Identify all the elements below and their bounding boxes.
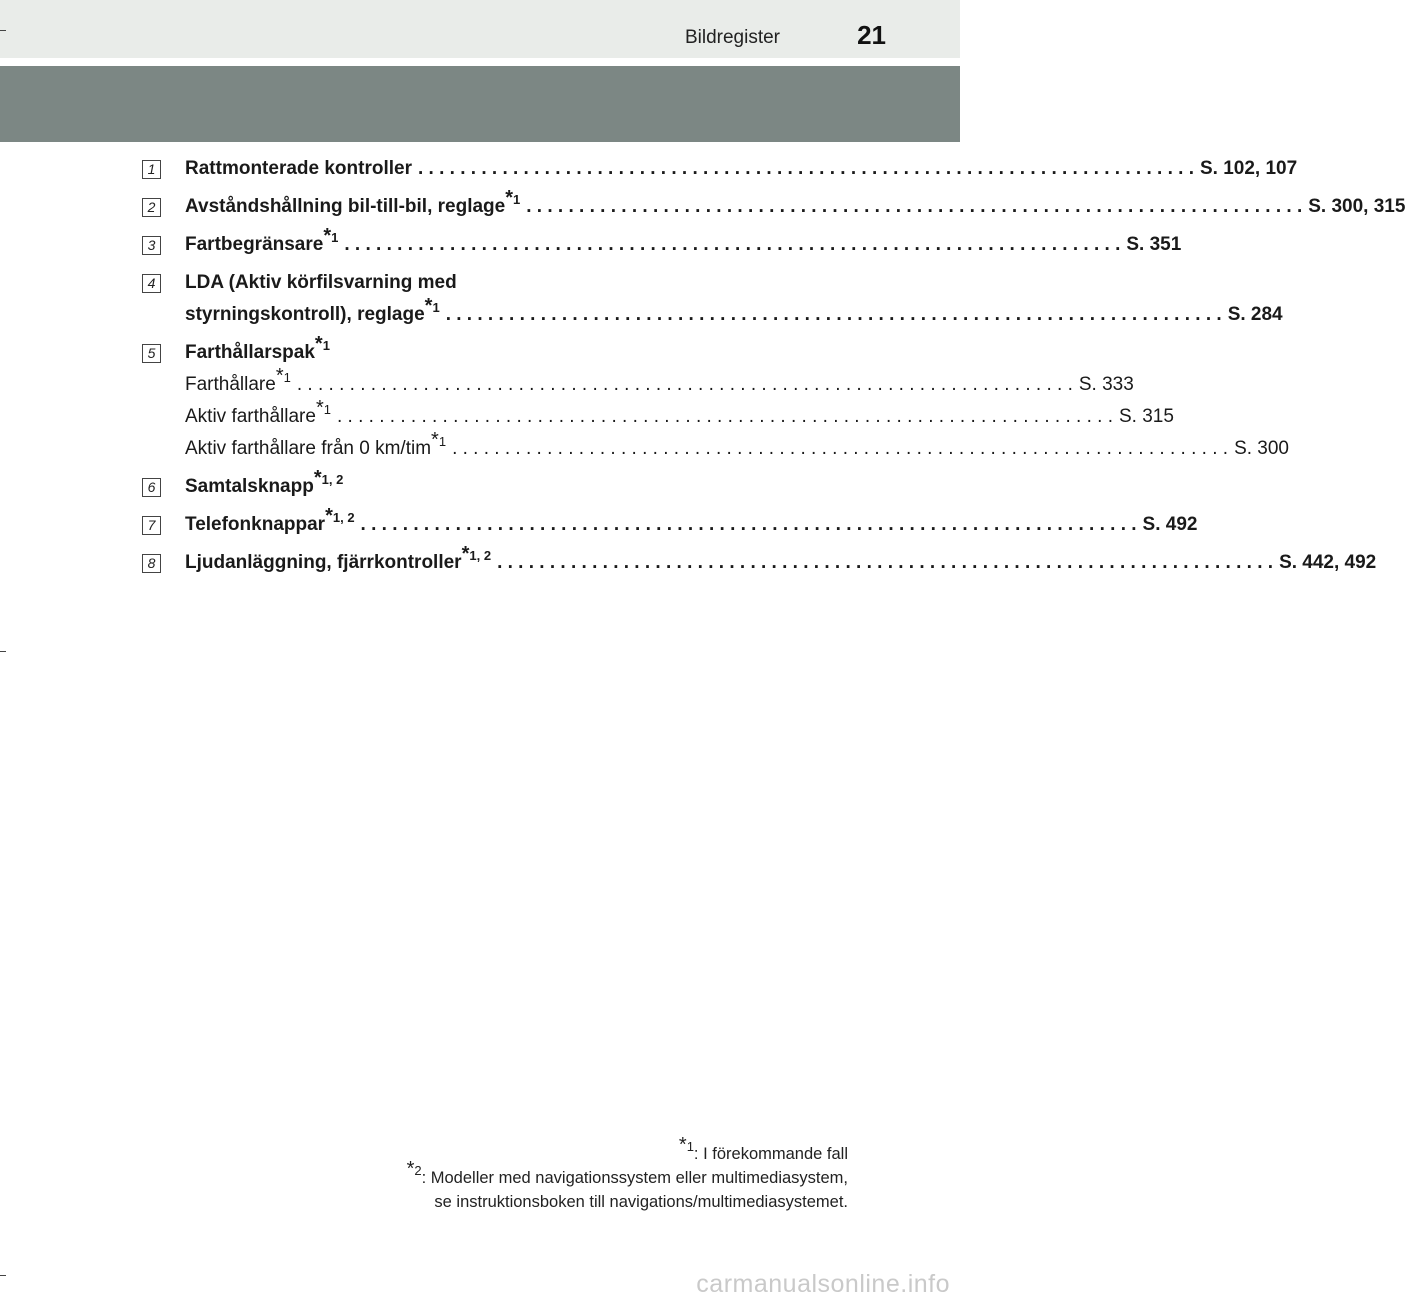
watermark: carmanualsonline.info: [696, 1270, 950, 1298]
footnote-ref: *1, 2: [461, 543, 492, 565]
header-bar: [0, 0, 960, 58]
page-reference[interactable]: S. 300: [1234, 438, 1289, 459]
page-reference[interactable]: S. 492: [1142, 514, 1198, 535]
leader-dots: [338, 229, 1126, 261]
index-list: [142, 153, 1405, 579]
callout-number: 7: [142, 516, 161, 535]
leader-dots: [412, 153, 1200, 185]
callout-number: 1: [142, 160, 161, 179]
callout-number: 2: [142, 198, 161, 217]
leader-dots: [520, 191, 1308, 223]
section-title: Bildregister: [684, 27, 780, 48]
list-item: [142, 267, 1283, 331]
callout-number: 6: [142, 478, 161, 497]
page-reference[interactable]: S. 351: [1126, 234, 1182, 255]
entry-label: Ljudanläggning, fjärrkontroller: [185, 552, 462, 573]
list-item: [142, 543, 1377, 579]
callout-number: 5: [142, 344, 161, 363]
page-reference[interactable]: S. 102, 107: [1199, 158, 1298, 179]
footnote-ref: *1, 2: [325, 505, 355, 527]
page-reference[interactable]: S. 333: [1078, 374, 1134, 395]
image-placeholder-bar: [0, 66, 960, 142]
footnotes: [406, 1134, 848, 1214]
crop-mark: [0, 30, 6, 31]
footnote-1: $^{*1}$: I förekommande fall: [678, 1134, 848, 1163]
leader-dots: [331, 401, 1119, 433]
list-item: [142, 153, 1298, 185]
crop-mark: [0, 1275, 6, 1276]
crop-mark: [0, 651, 6, 652]
leader-dots: [446, 433, 1234, 465]
entry-label-line2: styrningskontroll), reglage: [185, 304, 425, 325]
entry-label: Samtalsknapp: [185, 476, 314, 497]
leader-dots: [491, 547, 1279, 579]
sub-entry-label: Aktiv farthållare från 0 km/tim: [185, 438, 432, 459]
footnote-ref: *1, 2: [313, 467, 344, 489]
footnote-ref: *1: [323, 225, 339, 247]
footnote-ref: *1: [424, 295, 440, 317]
footnote-2-continued: se instruktionsboken till navigations/multimediasystemet.: [434, 1193, 848, 1211]
list-item: [142, 225, 1182, 261]
footnote-ref: *1: [275, 365, 291, 387]
page-number: 21: [857, 20, 886, 50]
sub-list-item: [142, 397, 1174, 433]
leader-dots: [291, 369, 1079, 401]
callout-number: 8: [142, 554, 161, 573]
footnote-ref: *1: [314, 333, 330, 355]
entry-label-line1: LDA (Aktiv körfilsvarning med: [185, 272, 457, 293]
footnote-ref: *1: [505, 187, 521, 209]
sub-entry-label: Farthållare: [185, 374, 276, 395]
list-item: [142, 333, 812, 369]
entry-label: Rattmonterade kontroller: [185, 158, 412, 179]
page-reference[interactable]: S. 284: [1227, 304, 1283, 325]
entry-label: Avståndshållning bil-till-bil, reglage: [185, 196, 506, 217]
leader-dots: [440, 299, 1228, 331]
page-reference[interactable]: S. 300, 315: [1308, 196, 1405, 217]
footnote-ref: *1: [431, 429, 447, 451]
callout-number: 4: [142, 274, 161, 293]
entry-label: Farthållarspak: [185, 342, 315, 363]
list-item: [142, 187, 1405, 223]
entry-label: Telefonknappar: [185, 514, 326, 535]
entry-label: Fartbegränsare: [185, 234, 324, 255]
footnote-2: $^{*2}$: Modeller med navigationssystem eller multimediasystem,: [406, 1158, 848, 1187]
page-reference[interactable]: S. 442, 492: [1279, 552, 1377, 573]
callout-number: 3: [142, 236, 161, 255]
list-item: [142, 467, 812, 503]
sub-list-item: [142, 429, 1289, 465]
footnote-ref: *1: [315, 397, 331, 419]
page-reference[interactable]: S. 315: [1118, 406, 1174, 427]
sub-entry-label: Aktiv farthållare: [185, 406, 316, 427]
leader-dots: [355, 509, 1143, 541]
sub-list-item: [142, 365, 1134, 401]
list-item: [142, 505, 1198, 541]
